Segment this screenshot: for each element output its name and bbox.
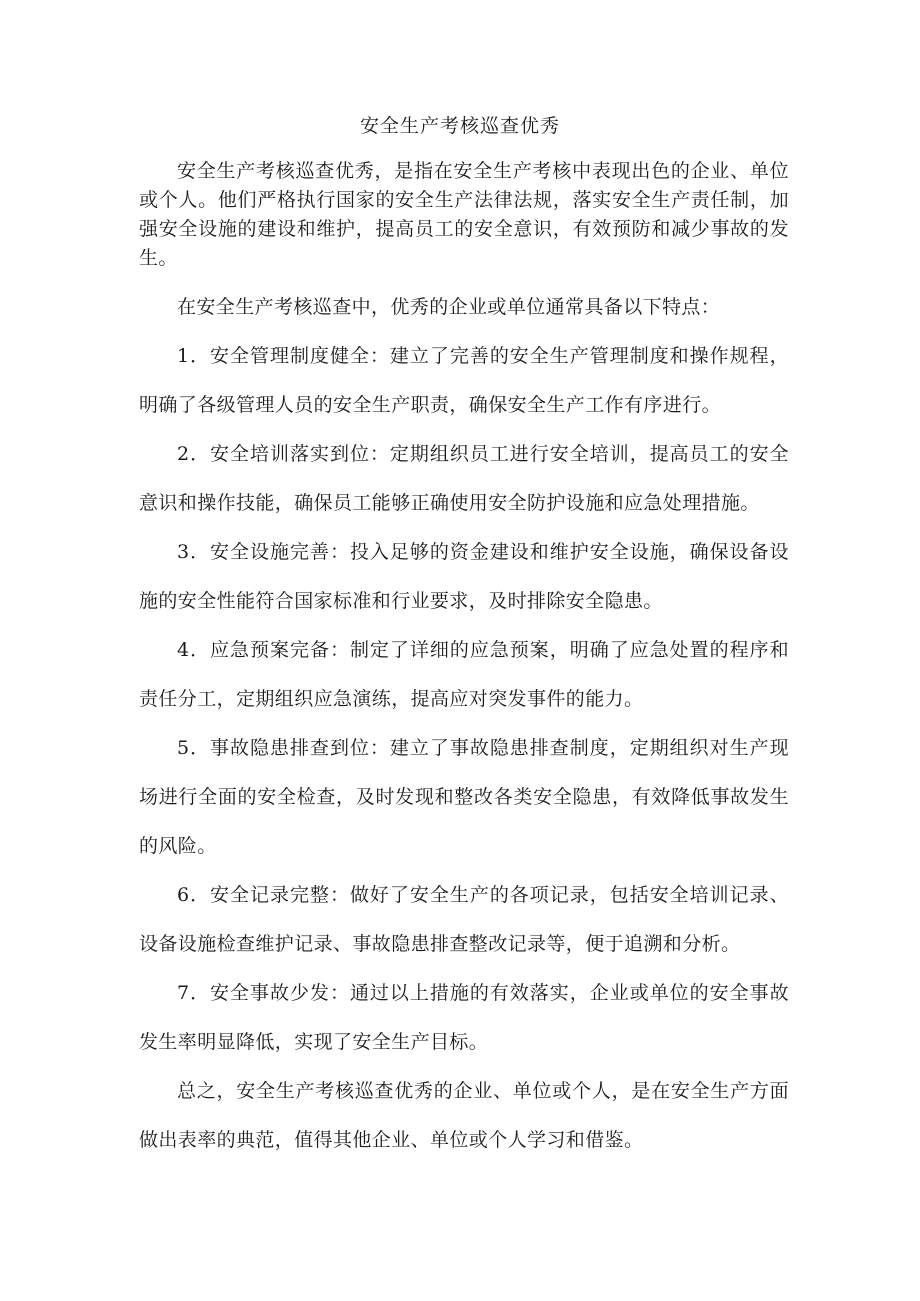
- paragraph-item-7: 7．安全事故少发：通过以上措施的有效落实，企业或单位的安全事故发生率明显降低，实现了安全生产目标。: [139, 982, 789, 1053]
- paragraph-conclusion: 总之，安全生产考核巡查优秀的企业、单位或个人，是在安全生产方面做出表率的典范，值得其他企业、单位或个人学习和借鉴。: [139, 1080, 789, 1151]
- document-title: 安全生产考核巡查优秀: [359, 115, 560, 137]
- paragraph-item-4: 4．应急预案完备：制定了详细的应急预案，明确了应急处置的程序和责任分工，定期组织应急演练，提高应对突发事件的能力。: [139, 639, 789, 710]
- paragraph-item-1: 1．安全管理制度健全：建立了完善的安全生产管理制度和操作规程，明确了各级管理人员的安全生产职责，确保安全生产工作有序进行。: [139, 345, 789, 416]
- paragraph-intro: 安全生产考核巡查优秀，是指在安全生产考核中表现出色的企业、单位或个人。他们严格执行国家的安全生产法律法规，落实安全生产责任制，加强安全设施的建设和维护，提高员工的安全意识，有效预防和减少事故的发生。: [139, 160, 789, 269]
- paragraph-item-5: 5．事故隐患排查到位：建立了事故隐患排查制度，定期组织对生产现场进行全面的安全检查，及时发现和整改各类安全隐患，有效降低事故发生的风险。: [139, 737, 789, 857]
- paragraph-item-6: 6．安全记录完整：做好了安全生产的各项记录，包括安全培训记录、设备设施检查维护记录、事故隐患排查整改记录等，便于追溯和分析。: [139, 884, 789, 955]
- paragraph-item-2: 2．安全培训落实到位：定期组织员工进行安全培训，提高员工的安全意识和操作技能，确保员工能够正确使用安全防护设施和应急处理措施。: [139, 443, 789, 514]
- paragraph-features-lead: 在安全生产考核巡查中，优秀的企业或单位通常具备以下特点：: [177, 296, 721, 318]
- paragraph-item-3: 3．安全设施完善：投入足够的资金建设和维护安全设施，确保设备设施的安全性能符合国家标准和行业要求，及时排除安全隐患。: [139, 541, 789, 612]
